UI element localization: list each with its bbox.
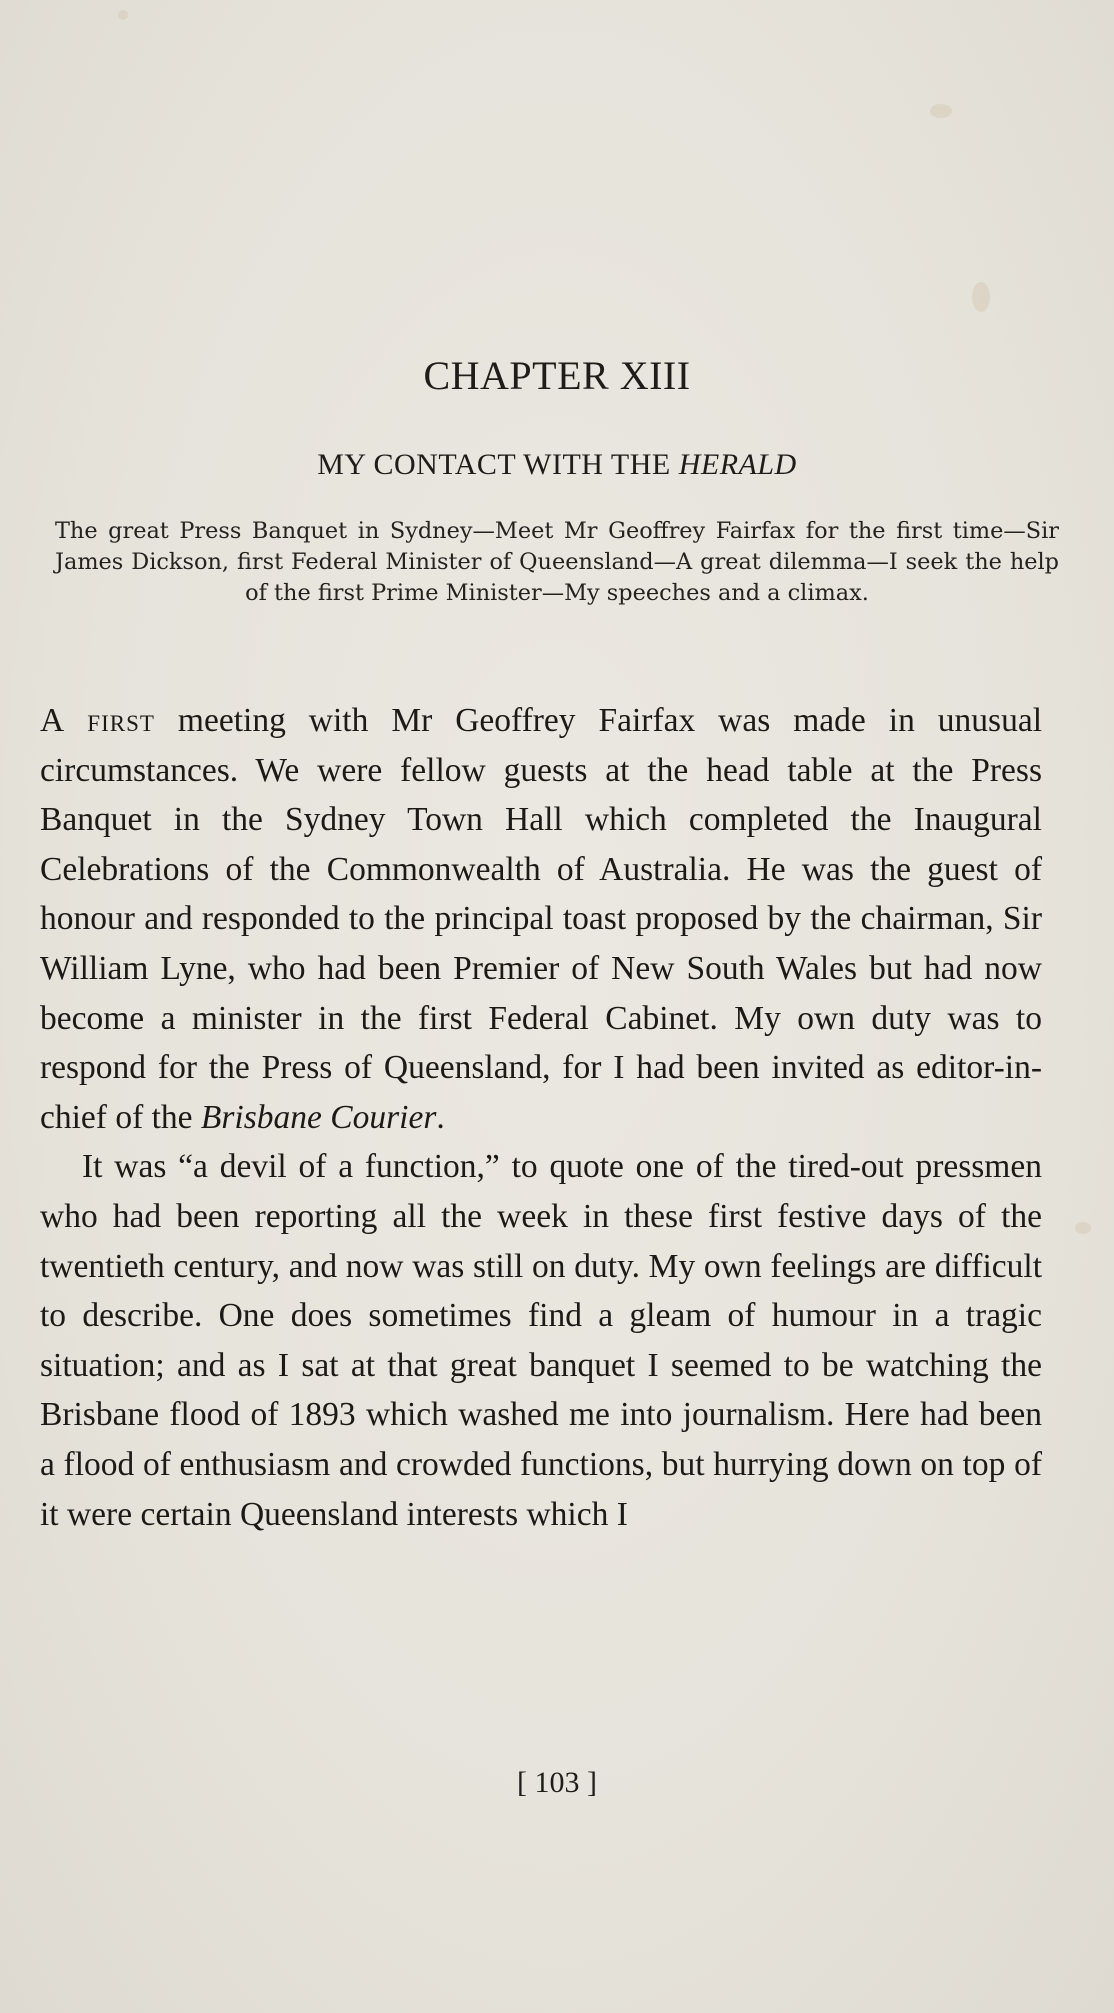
- body-text: [40, 696, 1042, 1539]
- paper-stain: [118, 10, 128, 20]
- paragraph-1-end: .: [436, 1098, 445, 1136]
- page-number: [ 103 ]: [517, 1766, 597, 1799]
- chapter-title-text: MY CONTACT WITH THE: [317, 448, 679, 481]
- paper-stain: [1075, 1222, 1091, 1234]
- chapter-title-italic: HERALD: [678, 448, 797, 481]
- paragraph-1: [40, 696, 1042, 1142]
- paper-stain: [972, 282, 990, 312]
- chapter-synopsis: The great Press Banquet in Sydney—Meet Mr Geoffrey Fairfax for the first time—Sir James Dickson, first Federal Minister of Queensland—A great dilemma—I seek the help of the first Prime Minister—My speeches and a climax.: [55, 518, 1059, 606]
- opening-smallcaps: A first: [40, 702, 155, 739]
- newspaper-title: Brisbane Courier: [200, 1098, 437, 1136]
- paragraph-2: It was “a devil of a function,” to quote one of the tired-out pressmen who had been reporting all the week in these first festive days of the twentieth century, and now was still on duty. My own feelings are difficult to describe. One does sometimes find a gleam of humour in a tragic situation; and as I sat at that great banquet I seemed to be watching the Brisbane flood of 1893 which washed me into journalism. Here had been a flood of enthusiasm and crowded functions, but hurrying down on top of it were certain Queensland interests which I: [40, 1148, 1042, 1533]
- paper-stain: [930, 104, 952, 118]
- chapter-number: CHAPTER XIII: [423, 353, 691, 398]
- chapter-title: [0, 448, 1114, 482]
- paragraph-1-text: meeting with Mr Geoffrey Fairfax was made in unusual circumstances. We were fellow guests at the head table at the Press Banquet in the Sydney Town Hall which completed the Inaugural Celebrations of the Commonwealth of Australia. He was the guest of honour and responded to the principal toast proposed by the chairman, Sir William Lyne, who had been Premier of New South Wales but had now become a minister in the first Federal Cabinet. My own duty was to respond for the Press of Queensland, for I had been invited as editor-in-chief of the: [40, 702, 1042, 1136]
